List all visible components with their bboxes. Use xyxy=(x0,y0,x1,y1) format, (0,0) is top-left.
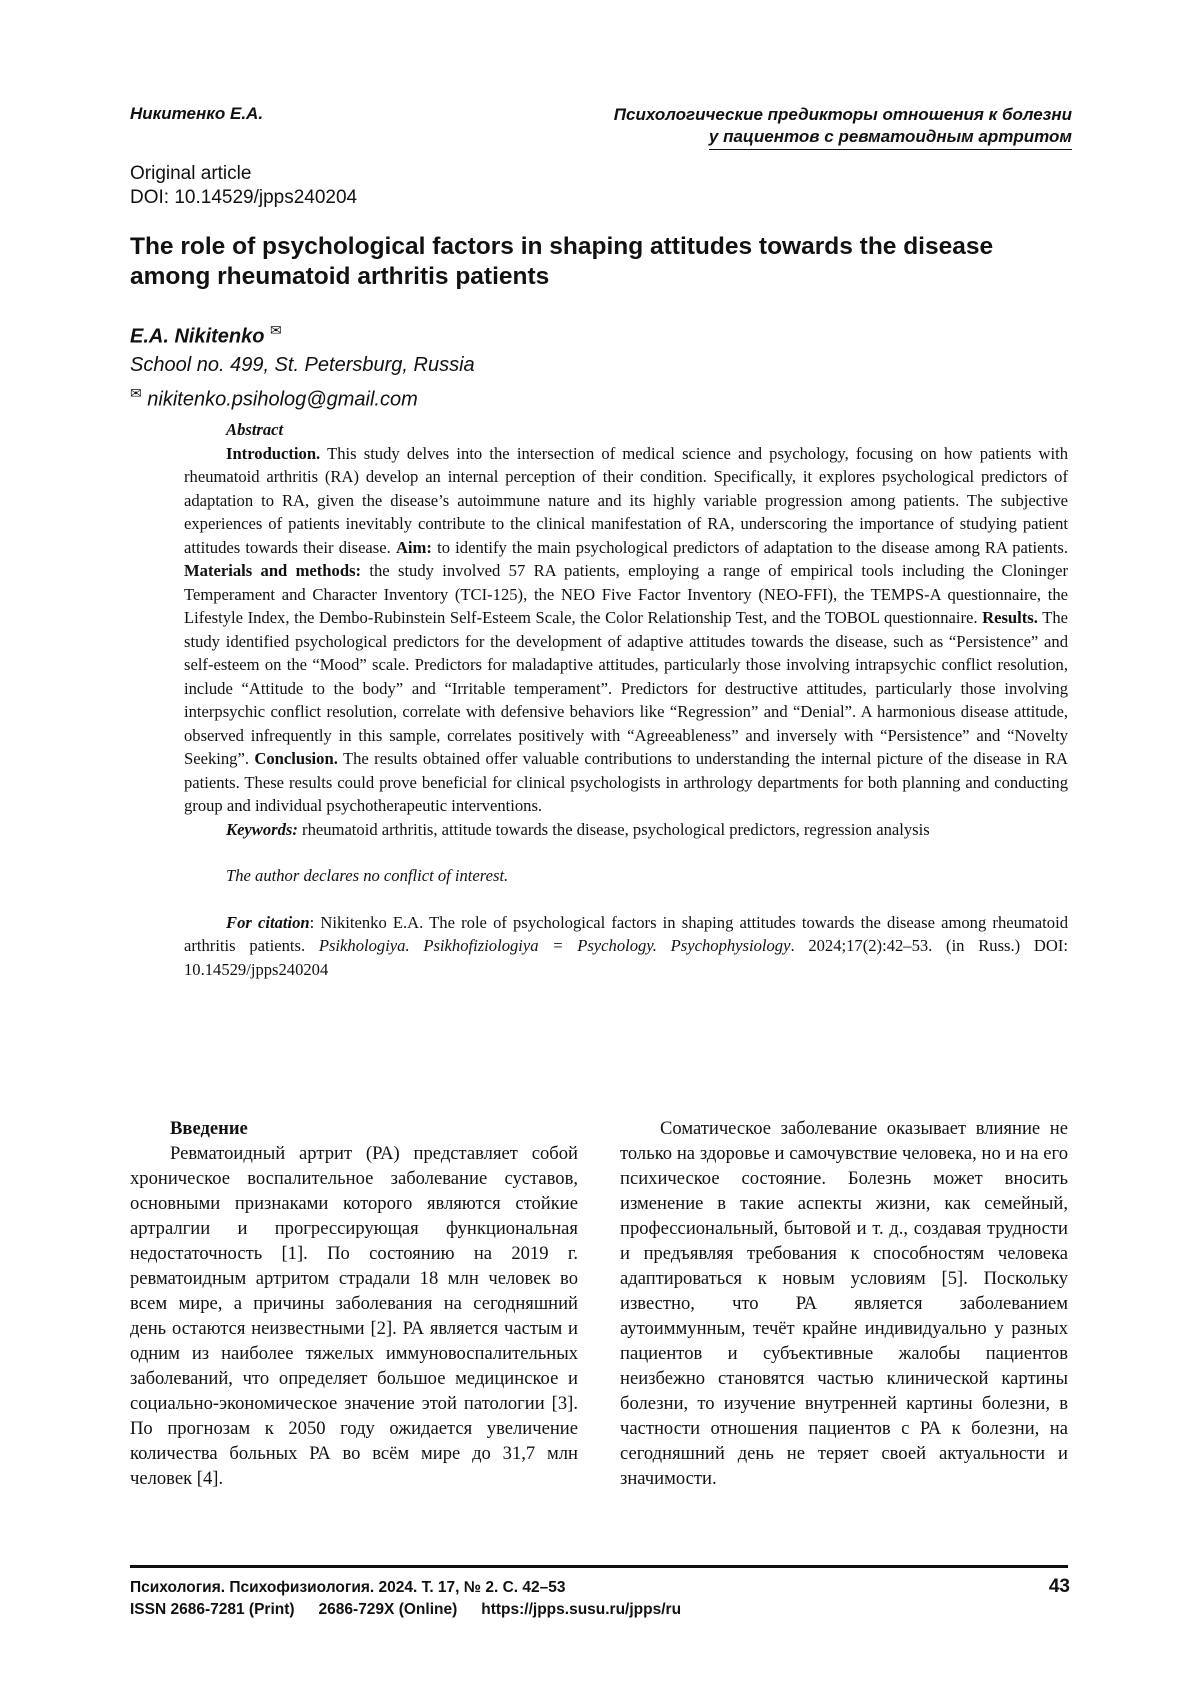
citation-text: : Nikitenko E.A. The role of psychological factors in shaping attitudes towards the disease among rheumatoid arthritis patients. xyxy=(184,912,1068,955)
right-paragraph: Соматическое заболевание оказывает влияние не только на здоровье и самочувствие человека, но и на его психическое состояние. Болезнь может вносить изменение в такие аспекты жизни, как семейный, профессиональный, бытовой и т. д., создавая трудности и предъявляя требования к способностям человека адаптироваться к новым условиям [5]. Поскольку известно, что РА является заболеванием аутоиммунным, течёт крайне индивидуально у разных пациентов и субъективные жалобы пациентов неизбежно становятся частью клинической картины болезни, то изучение внутренней картины болезни, в частности отношения пациентов с РА к болезни, на сегодняшний день не теряет своей актуальности и значимости. xyxy=(620,1118,1068,1489)
author-name: E.A. Nikitenko xyxy=(130,325,265,348)
footer-journal: Психология. Психофизиология. 2024. Т. 17, № 2. С. 42–53 xyxy=(130,1579,566,1596)
conflict-statement: The author declares no conflict of interest. xyxy=(226,866,509,885)
abstract-intro-label: Introduction. xyxy=(226,443,321,463)
envelope-icon: ✉ xyxy=(130,384,142,401)
intro-heading: Введение xyxy=(170,1118,248,1139)
citation-label: For citation xyxy=(226,912,310,932)
article-type: Original article xyxy=(130,163,252,184)
left-column xyxy=(130,1116,578,1491)
abstract xyxy=(184,418,1068,981)
running-header-author: Никитенко Е.А. xyxy=(130,104,264,123)
author-affiliation: School no. 499, St. Petersburg, Russia xyxy=(130,353,475,376)
footer xyxy=(130,1577,681,1621)
abstract-aim-label: Aim: xyxy=(395,537,432,557)
citation-tail: . 2024;17(2):42–53. (in Russ.) DOI: 10.14529/jpps240204 xyxy=(184,936,1068,979)
footer-url[interactable]: https://jpps.susu.ru/jpps/ru xyxy=(481,1601,682,1618)
envelope-icon: ✉ xyxy=(270,322,282,338)
keywords-label: Keywords: xyxy=(226,819,298,839)
footer-issn-print: ISSN 2686-7281 (Print) xyxy=(130,1601,295,1618)
right-column xyxy=(620,1116,1068,1491)
abstract-results-label: Results. xyxy=(982,608,1038,627)
article-title: The role of psychological factors in shaping attitudes towards the disease among rheumatoid arthritis patients xyxy=(130,233,994,290)
running-header-title-line2: у пациентов с ревматоидным артритом xyxy=(709,126,1072,150)
running-header-title xyxy=(512,104,1072,150)
citation xyxy=(184,911,1068,982)
article-doi: DOI: 10.14529/jpps240204 xyxy=(130,187,358,208)
abstract-conclusion-text: The results obtained offer valuable contributions to understanding the internal picture of the disease in RA patients. These results could prove beneficial for clinical psychologists in arthrology departments for both planning and conducting group and individual psychotherapeutic interventions. xyxy=(184,749,1069,815)
keywords xyxy=(184,818,1068,842)
abstract-aim-text: to identify the main psychological predictors of adaptation to the disease among RA patients. xyxy=(431,537,1068,557)
citation-journal: Psikhologiya. Psikhofiziologiya = Psychology. Psychophysiology xyxy=(318,936,791,955)
footer-divider xyxy=(130,1565,1068,1568)
keywords-text: rheumatoid arthritis, attitude towards the disease, psychological predictors, regression analysis xyxy=(297,819,930,839)
author-email[interactable]: nikitenko.psiholog@gmail.com xyxy=(147,388,418,411)
article-meta xyxy=(130,162,357,210)
abstract-heading: Abstract xyxy=(226,420,284,439)
footer-issn-online: 2686-729X (Online) xyxy=(318,1601,458,1618)
page-number: 43 xyxy=(1048,1576,1070,1597)
abstract-methods-text: the study involved 57 RA patients, employing a range of empirical tools including the Cloninger Temperament and Character Inventory (TCI-125), the NEO Five Factor Inventory (NEO-FFI), the TEMPS-A questionnaire, the Lifestyle Index, the Dembo-Rubinstein Self-Esteem Scale, the Color Relationship Test, and the TOBOL questionnaire. xyxy=(184,561,1069,627)
abstract-results-text: The study identified psychological predictors for the development of adaptive attitudes towards the disease, such as “Persistence” and self-esteem on the “Mood” scale. Predictors for maladaptive attitudes, particularly those involving intrapsychic conflict resolution, include “Attitude to the body” and “Irritable temperament”. Predictors for destructive attitudes, particularly those involving interpsychic conflict resolution, correlate with defensive behaviors like “Regression” and “Denial”. A harmonious disease attitude, observed infrequently in this sample, correlates positively with “Agreeableness” and inversely with “Persistence” and “Novelty Seeking”. xyxy=(184,608,1068,768)
abstract-conclusion-label: Conclusion. xyxy=(254,749,338,768)
abstract-body xyxy=(184,442,1068,818)
running-header-title-line1: Психологические предикторы отношения к болезни xyxy=(613,105,1072,124)
author-block xyxy=(130,316,475,413)
abstract-methods-label: Materials and methods: xyxy=(184,561,362,580)
abstract-intro-text: This study delves into the intersection of medical science and psychology, focusing on how patients with rheumatoid arthritis (RA) develop an internal perception of their condition. Specifically, it explores psychological predictors of adaptation to RA, given the disease’s autoimmune nature and its highly variable progression among patients. The subjective experiences of patients inevitably contribute to the clinical manifestation of RA, underscoring the importance of studying patient attitudes towards their disease. xyxy=(184,443,1068,557)
left-paragraph: Ревматоидный артрит (РА) представляет собой хроническое воспалительное заболевание суставов, основными признаками которого являются стойкие артралгии и прогрессирующая функциональная недостаточность [1]. По состоянию на 2019 г. ревматоидным артритом страдали 18 млн человек во всем мире, а причины заболевания на сегодняшний день остаются неизвестными [2]. РА является частым и одним из наиболее тяжелых иммуновоспалительных заболеваний, что определяет большое медицинское и социально-экономическое значение этой патологии [3]. По прогнозам к 2050 году ожидается увеличение количества больных РА во всём мире до 31,7 млн человек [4]. xyxy=(130,1143,578,1489)
